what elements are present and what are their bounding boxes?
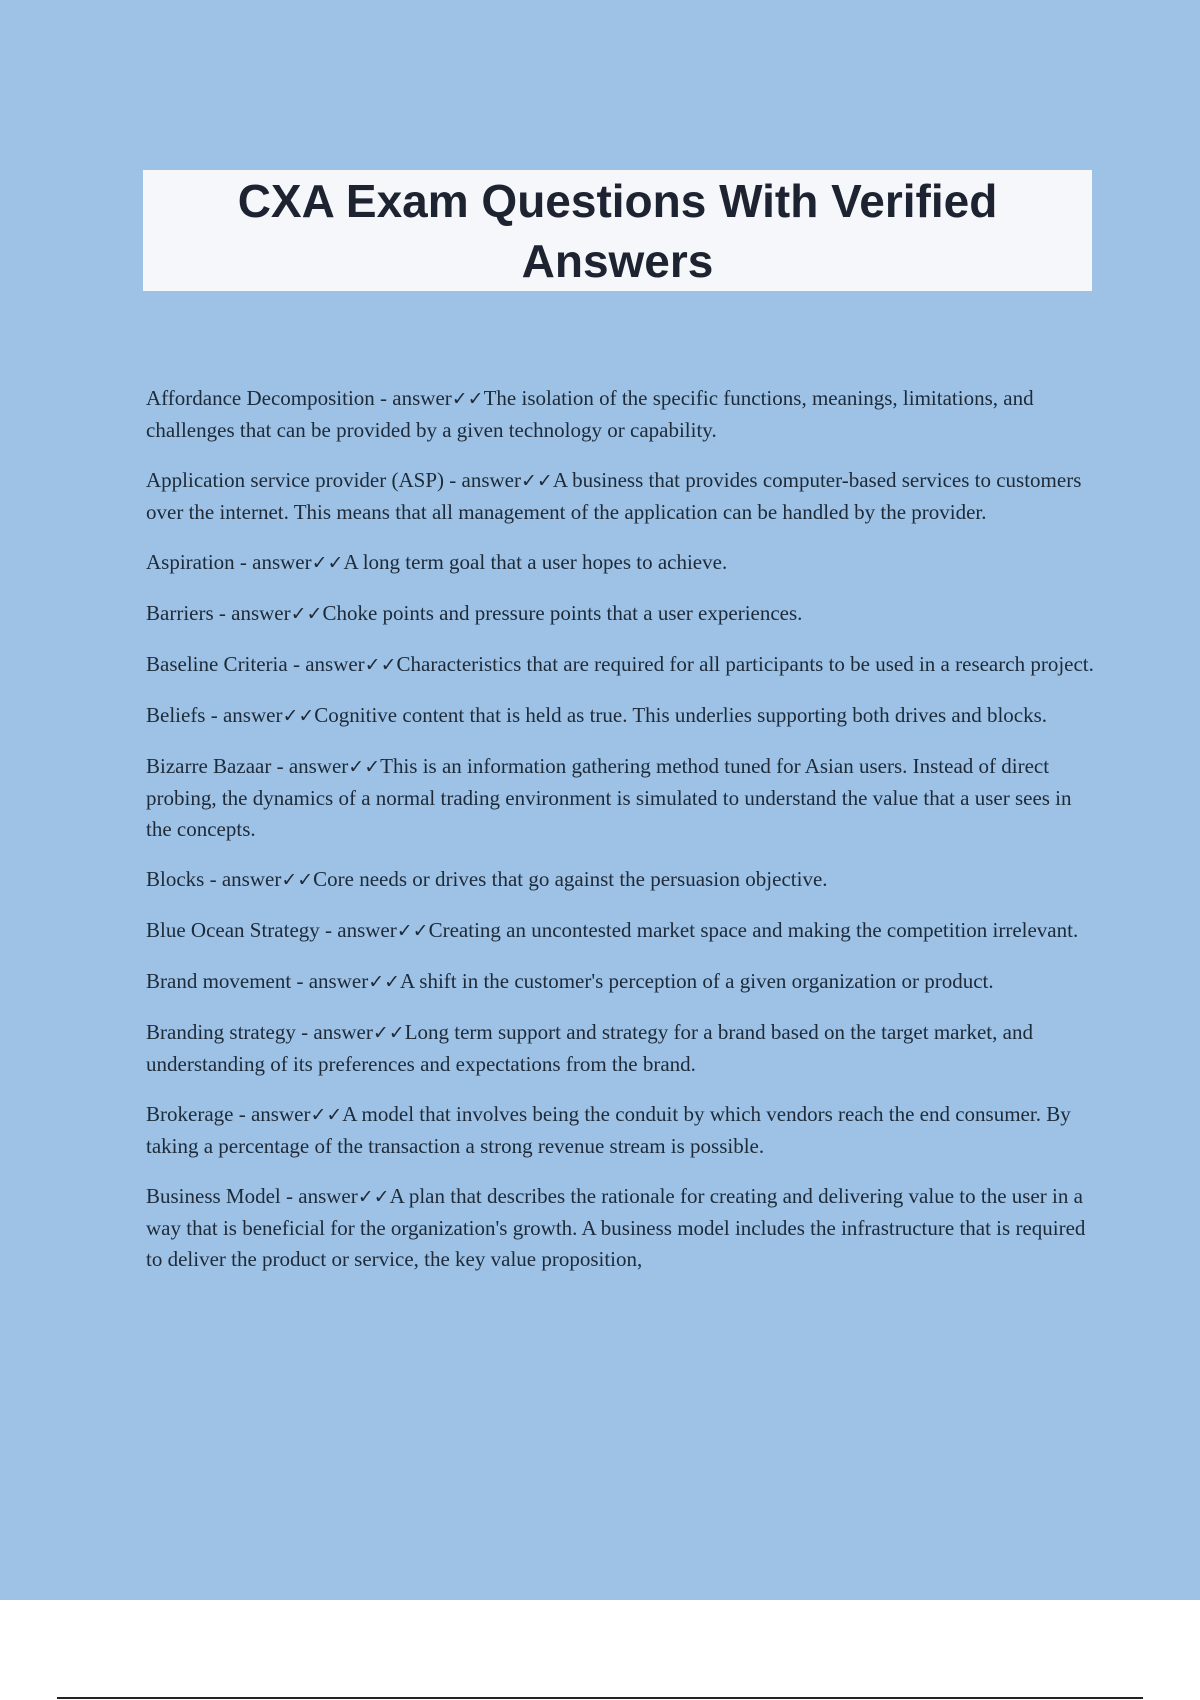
double-check-icon: ✓✓	[368, 971, 401, 993]
entry-separator: - answer	[291, 969, 369, 993]
entry-definition: A long term goal that a user hopes to achieve.	[343, 550, 728, 574]
entry-separator: - answer	[204, 867, 282, 891]
double-check-icon: ✓✓	[348, 756, 381, 778]
entry-separator: - answer	[213, 601, 291, 625]
double-check-icon: ✓✓	[311, 552, 344, 574]
entry-separator: - answer	[319, 918, 397, 942]
entry-definition: A shift in the customer's perception of a given organization or product.	[400, 969, 994, 993]
double-check-icon: ✓✓	[396, 920, 429, 942]
glossary-entry	[146, 598, 1094, 630]
double-check-icon: ✓✓	[520, 470, 553, 492]
entry-definition: Cognitive content that is held as true. This underlies supporting both drives and blocks.	[314, 703, 1048, 727]
glossary-entry	[146, 1181, 1094, 1275]
glossary-entry	[146, 1099, 1094, 1162]
entry-definition: Choke points and pressure points that a user experiences.	[322, 601, 803, 625]
entry-definition: A plan that describes the rationale for creating and delivering value to the user in a way that is beneficial for the organization's growth. A business model includes the infrastructure that is required to deliver the product or service, the key value proposition,	[146, 1184, 1086, 1271]
entry-separator: - answer	[444, 468, 521, 492]
glossary-entry	[146, 966, 1094, 998]
entry-definition: The isolation of the specific functions, meanings, limitations, and challenges that can be provided by a given technology or capability.	[146, 386, 1034, 442]
entry-term: Baseline Criteria	[146, 652, 288, 676]
double-check-icon: ✓✓	[364, 654, 397, 676]
entry-definition: Creating an uncontested market space and making the competition irrelevant.	[428, 918, 1079, 942]
double-check-icon: ✓✓	[281, 869, 314, 891]
entry-separator: - answer	[295, 1020, 373, 1044]
glossary-entry	[146, 751, 1094, 845]
entry-term: Branding strategy	[146, 1020, 296, 1044]
double-check-icon: ✓✓	[372, 1022, 405, 1044]
glossary-entry	[146, 383, 1094, 446]
entry-definition: Core needs or drives that go against the persuasion objective.	[313, 867, 828, 891]
entry-definition: A model that involves being the conduit by which vendors reach the end consumer. By taking a percentage of the transaction a strong revenue stream is possible.	[146, 1102, 1071, 1158]
entry-separator: - answer	[280, 1184, 358, 1208]
glossary-entry	[146, 915, 1094, 947]
entry-term: Blue Ocean Strategy	[146, 918, 320, 942]
double-check-icon: ✓✓	[282, 705, 315, 727]
entry-term: Barriers	[146, 601, 214, 625]
entry-term: Affordance Decomposition	[146, 386, 375, 410]
entry-definition: Long term support and strategy for a brand based on the target market, and understanding of its preferences and expectations from the brand.	[146, 1020, 1033, 1076]
double-check-icon: ✓✓	[290, 603, 323, 625]
glossary-entry	[146, 700, 1094, 732]
entry-separator: - answer	[234, 550, 312, 574]
entry-separator: - answer	[374, 386, 452, 410]
footer-divider	[57, 1697, 1143, 1699]
glossary-entry	[146, 465, 1094, 528]
entry-term: Beliefs	[146, 703, 206, 727]
entry-definition: A business that provides computer-based services to customers over the internet. This means that all management of the application can be handled by the provider.	[146, 468, 1082, 524]
page-title: CXA Exam Questions With Verified Answers	[237, 174, 998, 287]
glossary-entry	[146, 649, 1094, 681]
entry-term: Bizarre Bazaar	[146, 754, 272, 778]
entry-term: Aspiration	[146, 550, 235, 574]
entry-term: Blocks	[146, 867, 205, 891]
entry-separator: - answer	[287, 652, 365, 676]
glossary-list	[146, 383, 1094, 1294]
glossary-entry	[146, 864, 1094, 896]
glossary-entry	[146, 1017, 1094, 1080]
entry-term: Business Model	[146, 1184, 281, 1208]
entry-term: Application service provider (ASP)	[146, 468, 445, 492]
entry-definition: Characteristics that are required for all participants to be used in a research project.	[396, 652, 1094, 676]
title-banner	[143, 170, 1092, 291]
double-check-icon: ✓✓	[357, 1186, 390, 1208]
entry-separator: - answer	[233, 1102, 311, 1126]
entry-term: Brokerage	[146, 1102, 234, 1126]
glossary-entry	[146, 547, 1094, 579]
double-check-icon: ✓✓	[451, 388, 484, 410]
entry-separator: - answer	[205, 703, 283, 727]
entry-term: Brand movement	[146, 969, 292, 993]
double-check-icon: ✓✓	[310, 1104, 343, 1126]
entry-separator: - answer	[271, 754, 349, 778]
entry-definition: This is an information gathering method tuned for Asian users. Instead of direct probing, the dynamics of a normal trading environment is simulated to understand the value that a user sees in the concepts.	[146, 754, 1072, 841]
